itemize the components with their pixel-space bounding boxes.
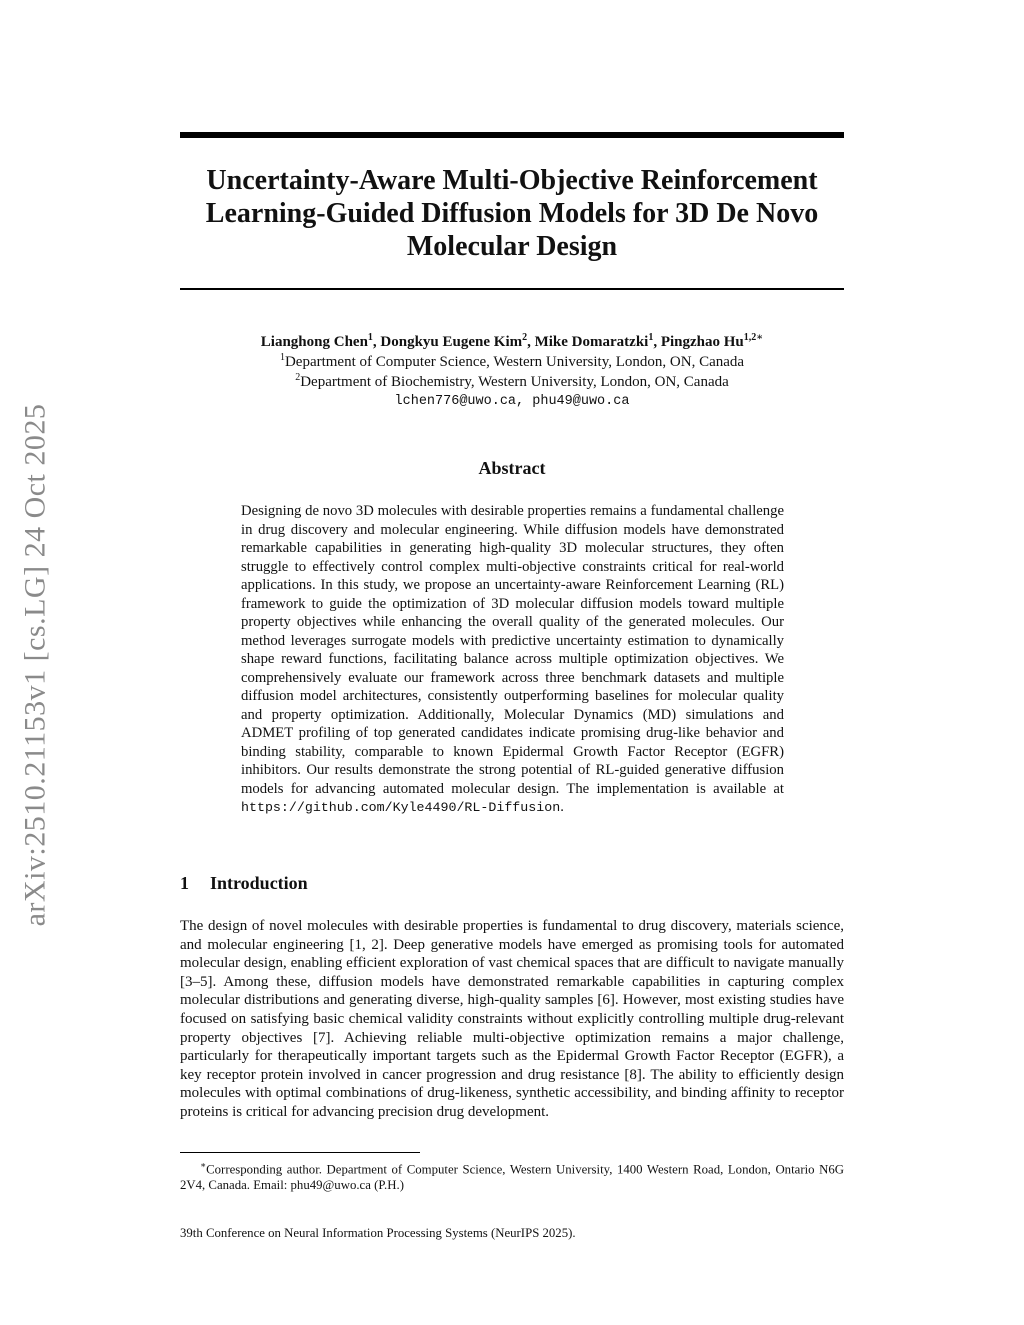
- introduction-paragraph: The design of novel molecules with desirable properties is fundamental to drug discovery, materials science, and molecular engineering [1, 2]. Deep generative models have emerged as promising tools for automated molecular design, enabling efficient exploration of vast chemical spaces that are difficult to navigate manually [3–5]. Among these, diffusion models have demonstrated remarkable capabilities in capturing complex molecular distributions and generating diverse, high-quality samples [6]. However, most existing studies have focused on satisfying basic chemical validity constraints without explicitly controlling multiple drug-relevant property objectives [7]. Achieving reliable multi-objective optimization remains a major challenge, particularly for therapeutically important targets such as the Epidermal Growth Factor Receptor (EGFR), a key receptor protein involved in cancer progression and drug resistance [8]. The ability to efficiently design molecules with optimal combinations of drug-likeness, synthetic accessibility, and binding affinity to receptor proteins is critical for advancing precision drug development.: [180, 918, 844, 1120]
- title-rule: [180, 288, 844, 290]
- affiliation-mark: 1: [279, 352, 285, 363]
- author-name: Lianghong Chen: [260, 334, 368, 350]
- section-heading-introduction: [180, 873, 308, 894]
- footnote-mark: ∗: [200, 1160, 207, 1170]
- footnote-text: Corresponding author. Department of Computer Science, Western University, 1400 Western Road, London, Ontario N6G 2V4, Canada. Email: phu49@uwo.ca (P.H.): [180, 1162, 844, 1193]
- author-affil-mark: 1: [648, 332, 654, 343]
- abstract-body: [241, 502, 784, 818]
- author-separator: ,: [527, 334, 535, 350]
- affiliation-text: Department of Computer Science, Western University, London, ON, Canada: [284, 354, 745, 370]
- author-separator: ,: [372, 334, 381, 350]
- affiliation: [180, 372, 844, 392]
- footnote: [180, 1157, 844, 1193]
- code-repository-link[interactable]: https://github.com/Kyle4490/RL-Diffusion: [241, 800, 561, 815]
- arxiv-identifier: arXiv:2510.21153v1 [cs.LG] 24 Oct 2025: [18, 403, 51, 926]
- author-list: [180, 332, 844, 352]
- author-affil-mark: 1,2∗: [743, 332, 764, 343]
- abstract-end: .: [560, 799, 564, 815]
- author-block: [180, 332, 844, 412]
- author-name: Dongkyu Eugene Kim: [380, 334, 523, 350]
- abstract-heading: Abstract: [478, 458, 546, 478]
- author-emails: lchen776@uwo.ca, phu49@uwo.ca: [394, 394, 630, 409]
- affiliation-mark: 2: [295, 372, 301, 383]
- affiliation-text: Department of Biochemistry, Western University, London, ON, Canada: [300, 374, 729, 390]
- arxiv-sidebar-stamp: [12, 372, 58, 957]
- top-rule: [180, 132, 844, 138]
- author-separator: ,: [653, 334, 661, 350]
- paper-title: Uncertainty-Aware Multi-Objective Reinforcement Learning-Guided Diffusion Models for 3D De Novo Molecular Design: [205, 165, 819, 262]
- author-name: Mike Domaratzki: [534, 334, 649, 350]
- affiliation: [180, 352, 844, 372]
- section-number: 1: [180, 873, 189, 893]
- footnote-rule: [180, 1152, 420, 1153]
- author-affil-mark: 2: [522, 332, 528, 343]
- author-affil-mark: 1: [367, 332, 373, 343]
- section-title: Introduction: [210, 873, 308, 893]
- abstract-text: Designing de novo 3D molecules with desirable properties remains a fundamental challenge in drug discovery and molecular engineering. While diffusion models have demonstrated remarkable capabilities in generating high-quality 3D molecular structures, they often struggle to effectively control complex multi-objective constraints critical for real-world applications. In this study, we propose an uncertainty-aware Reinforcement Learning (RL) framework to guide the optimization of 3D molecular diffusion models toward multiple property objectives while enhancing the overall quality of the generated molecules. Our method leverages surrogate models with predictive uncertainty estimation to dynamically shape reward functions, facilitating balance across multiple optimization objectives. We comprehensively evaluate our framework across three benchmark datasets and multiple diffusion model architectures, consistently outperforming baselines for molecular quality and property optimization. Additionally, Molecular Dynamics (MD) simulations and ADMET profiling of top generated candidates indicate promising drug-like behavior and binding stability, comparable to known Epidermal Growth Factor Receptor (EGFR) inhibitors. Our results demonstrate the strong potential of RL-guided generative diffusion models for advancing automated molecular design. The implementation is available at: [241, 503, 784, 797]
- author-name: Pingzhao Hu: [660, 334, 744, 350]
- conference-footer: 39th Conference on Neural Information Processing Systems (NeurIPS 2025).: [180, 1226, 576, 1240]
